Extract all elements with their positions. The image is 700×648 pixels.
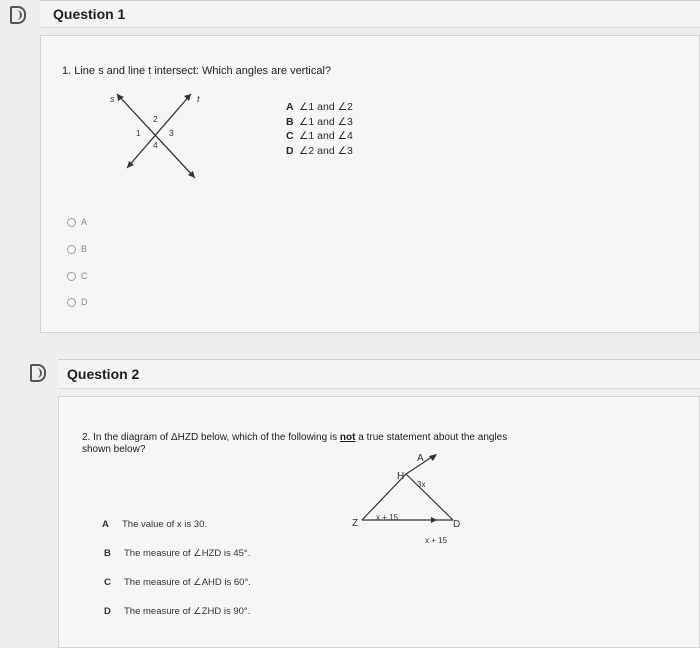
choice-a[interactable] — [102, 519, 207, 530]
choice-text: The value of x is 30. — [122, 519, 208, 530]
choice-text: The measure of ∠HZD is 45°. — [124, 548, 251, 559]
question-2-prompt-line-1 — [82, 432, 507, 444]
line-s-label: s — [110, 94, 115, 104]
choice-text: The measure of ∠AHD is 60°. — [124, 577, 251, 588]
radio-button[interactable] — [67, 298, 76, 307]
option-d-radio[interactable] — [67, 297, 88, 307]
segment-hd — [406, 474, 453, 520]
question-1-header — [40, 0, 700, 28]
prompt-text: a true statement about the angles — [355, 432, 508, 443]
key-text: ∠1 and ∠2 — [299, 101, 353, 113]
segment-zd-arrowhead — [431, 517, 437, 523]
question-2-prompt-line-2: shown below? — [82, 444, 146, 455]
choice-b[interactable] — [104, 548, 250, 559]
choice-text: The measure of ∠ZHD is 90°. — [124, 606, 251, 617]
choice-letter: D — [104, 606, 111, 617]
triangle-hzd-figure — [345, 449, 465, 549]
option-c-radio[interactable] — [67, 271, 88, 281]
key-text: ∠2 and ∠3 — [299, 144, 353, 157]
key-row-d — [286, 144, 353, 159]
option-b-radio[interactable] — [67, 244, 87, 254]
angle-d-expression: x + 15 — [425, 536, 448, 545]
key-row-a — [286, 100, 353, 115]
vertex-d-label: D — [453, 519, 461, 530]
radio-button[interactable] — [67, 272, 76, 281]
angle-z-expression: x + 15 — [376, 513, 399, 522]
question-1-answer-key — [286, 100, 353, 158]
key-letter: A — [286, 101, 294, 113]
option-label: A — [81, 217, 88, 227]
option-label: D — [81, 297, 88, 307]
vertex-z-label: Z — [352, 518, 359, 529]
choice-c[interactable] — [104, 577, 251, 588]
radio-button[interactable] — [67, 245, 76, 254]
flag-question-2-icon[interactable] — [30, 364, 46, 382]
option-a-radio[interactable] — [67, 217, 87, 227]
choice-letter: C — [104, 577, 111, 588]
angle-4-label: 4 — [153, 140, 158, 150]
key-row-b — [286, 115, 353, 130]
key-letter: C — [286, 130, 294, 142]
prompt-text: 2. In the diagram of ΔHZD below, which of the following is — [82, 432, 340, 443]
flag-question-1-icon[interactable] — [10, 6, 26, 24]
angle-2-label: 2 — [153, 114, 158, 124]
ray-ha-arrowhead — [429, 454, 437, 461]
question-2-header — [58, 359, 700, 389]
key-text: ∠1 and ∠4 — [299, 130, 353, 142]
vertex-h-label: H — [397, 471, 405, 482]
option-label: C — [81, 271, 88, 281]
choice-d[interactable] — [104, 606, 250, 617]
choice-letter: B — [104, 548, 111, 559]
vertex-a-label: A — [417, 453, 424, 464]
choice-letter: A — [102, 519, 109, 530]
key-row-c — [286, 129, 353, 144]
question-2-title: Question 2 — [67, 366, 140, 382]
question-1-title: Question 1 — [53, 6, 126, 22]
angle-h-expression: 3x — [417, 480, 426, 489]
intersecting-lines-figure — [105, 88, 215, 188]
question-1-prompt: 1. Line s and line t intersect: Which angles are vertical? — [62, 65, 332, 77]
key-letter: B — [286, 115, 294, 128]
angle-1-label: 1 — [136, 128, 141, 138]
key-text: ∠1 and ∠3 — [299, 115, 353, 128]
angle-3-label: 3 — [169, 128, 174, 138]
option-label: B — [81, 244, 88, 254]
radio-button[interactable] — [67, 218, 76, 227]
line-t-label: t — [197, 94, 200, 104]
prompt-emphasis: not — [339, 432, 356, 443]
key-letter: D — [286, 144, 294, 157]
